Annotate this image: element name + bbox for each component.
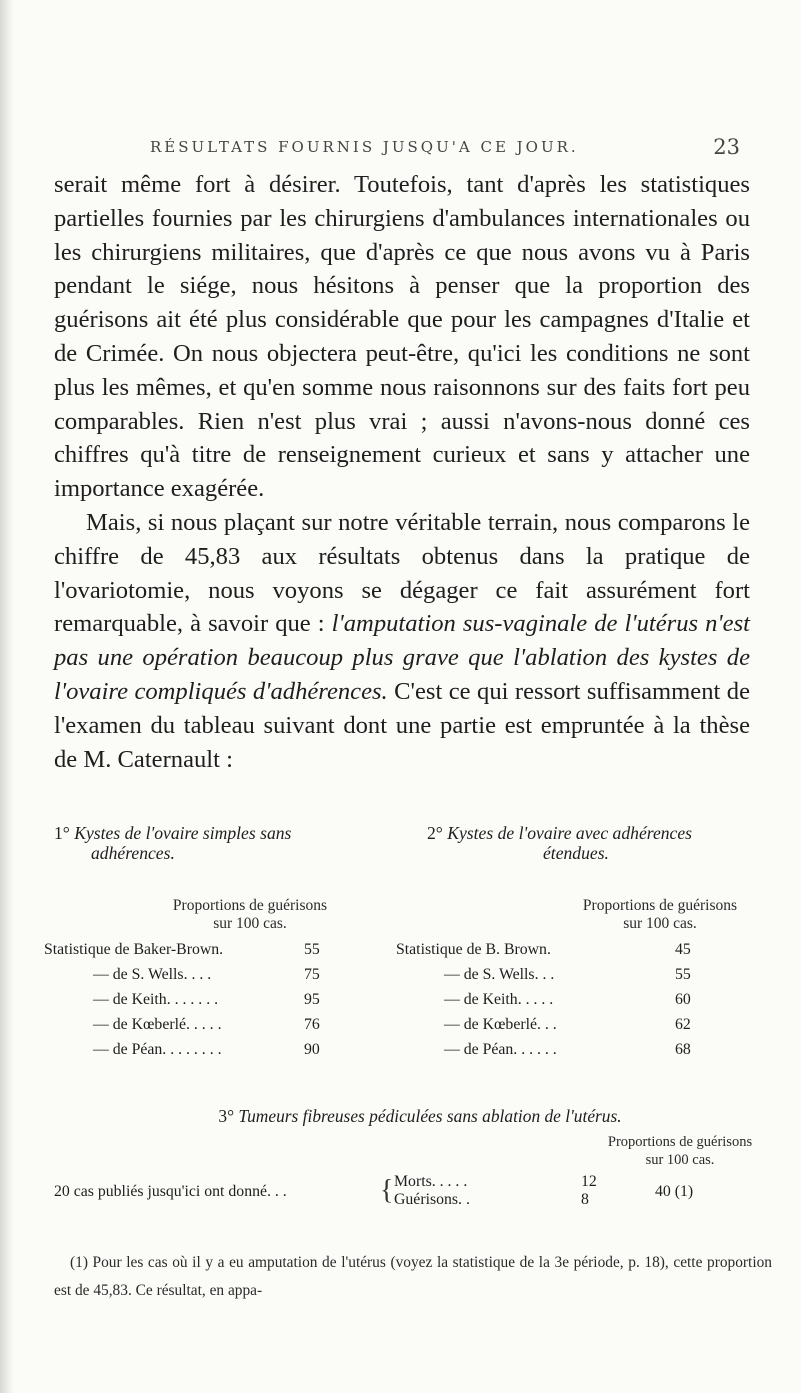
table3-proportion: 40 (1) [655,1183,694,1200]
table2-subhead [540,897,780,933]
table1-row: — de Keith. . . . . . . 95 [93,991,320,1008]
table1-title-line1: Kystes de l'ovaire simples sans [74,823,292,843]
brace-symbol: { [380,1175,394,1206]
table2-title [427,823,757,863]
table3-subhead [590,1133,770,1169]
main-text [54,168,750,776]
paragraph-2-italic: l'amputation sus-vaginale de l'utérus n'est pas une opération beaucoup plus grave que l'ablation des kystes de l'ovaire compliqués d'adhérences. [54,610,750,705]
table1-rows [44,937,384,1062]
footnote-text: (1) Pour les cas où il y a eu amputation de l'utérus (voyez la statistique de la 3e période, p. 18), cette proportion est de 45,83. Ce résultat, en appa- [54,1254,772,1299]
table2-title-line1: Kystes de l'ovaire avec adhérences [447,823,693,843]
footnote [54,1249,772,1305]
table3-row [54,1173,764,1213]
table1-row: — de Péan. . . . . . . . 90 [93,1041,320,1058]
table1-title-line2: adhérences. [91,843,175,863]
table1-row: — de S. Wells. . . . 75 [93,966,320,983]
table2-rows [396,937,776,1062]
table2-number: 2° [427,823,443,843]
table3-deaths-value: 12 [581,1173,597,1190]
table3-title-text: Tumeurs fibreuses pédiculées sans ablation de l'utérus. [238,1106,622,1126]
table3-cures-value: 8 [581,1191,589,1208]
paragraph-2-before: Mais, si nous plaçant sur notre véritable terrain, nous comparons le chiffre de 45,83 aux résultats obtenus dans la pratique de l'ovariotomie, nous voyons se dégager ce fait assurément fort remarquable, à savoir que : [54,508,750,638]
table1-subhead-line2: sur 100 cas. [213,915,287,932]
table2-row: — de Péan. . . . . . 68 [444,1041,691,1058]
table3-deaths-label: Morts. . . . . [394,1173,468,1190]
table3-subhead-line2: sur 100 cas. [645,1152,715,1168]
table2-row: — de Keith. . . . . 60 [444,991,691,1008]
table2-subhead-line1: Proportions de guérisons [582,897,738,914]
table3-cures-label: Guérisons. . [394,1191,470,1208]
table2-row: — de S. Wells. . . 55 [444,966,691,983]
table1-subhead-line1: Proportions de guérisons [172,897,328,914]
table1-number: 1° [54,823,70,843]
table3-title [80,1106,760,1127]
table2-title-line2: étendues. [543,843,609,863]
running-head-title: RÉSULTATS FOURNIS JUSQU'A CE JOUR. [150,138,579,156]
paragraph-2-after: C'est ce qui ressort suffisamment de l'examen du tableau suivant dont une partie est empruntée à la thèse de M. Caternault : [54,677,750,773]
table2-subhead-line2: sur 100 cas. [623,915,697,932]
table1-subhead [130,897,370,933]
page-edge-shadow [0,0,14,1393]
table3-subhead-line1: Proportions de guérisons [607,1134,753,1150]
table3-description: 20 cas publiés jusqu'ici ont donné. . . [54,1183,287,1200]
paragraph-1: serait même fort à désirer. Toutefois, tant d'après les statistiques partielles fournies par les chirurgiens d'ambulances internationales ou les chirurgiens militaires, que d'après ce que nous avons vu à Paris pendant le siége, nous hésitons à penser que la proportion des guérisons ait été plus considérable que pour les campagnes d'Italie et de Crimée. On nous objectera peut-être, qu'ici les conditions ne sont plus les mêmes, et qu'en somme nous raisonnons sur des faits fort peu comparables. Rien n'est plus vrai ; aussi n'avons-nous donné ces chiffres qu'à titre de renseignement curieux et sans y attacher une importance exagérée. [54,171,750,503]
paragraph-2 [54,506,750,776]
table3-number: 3° [218,1106,235,1126]
table2-row: — de Kœberlé. . . 62 [444,1016,691,1033]
table1-title [54,823,384,863]
table1-row: Statistique de Baker-Brown. 55 [44,941,320,958]
page-number: 23 [713,135,740,159]
table2-row: Statistique de B. Brown. 45 [396,941,691,958]
table1-row: — de Kœberlé. . . . . 76 [93,1016,320,1033]
